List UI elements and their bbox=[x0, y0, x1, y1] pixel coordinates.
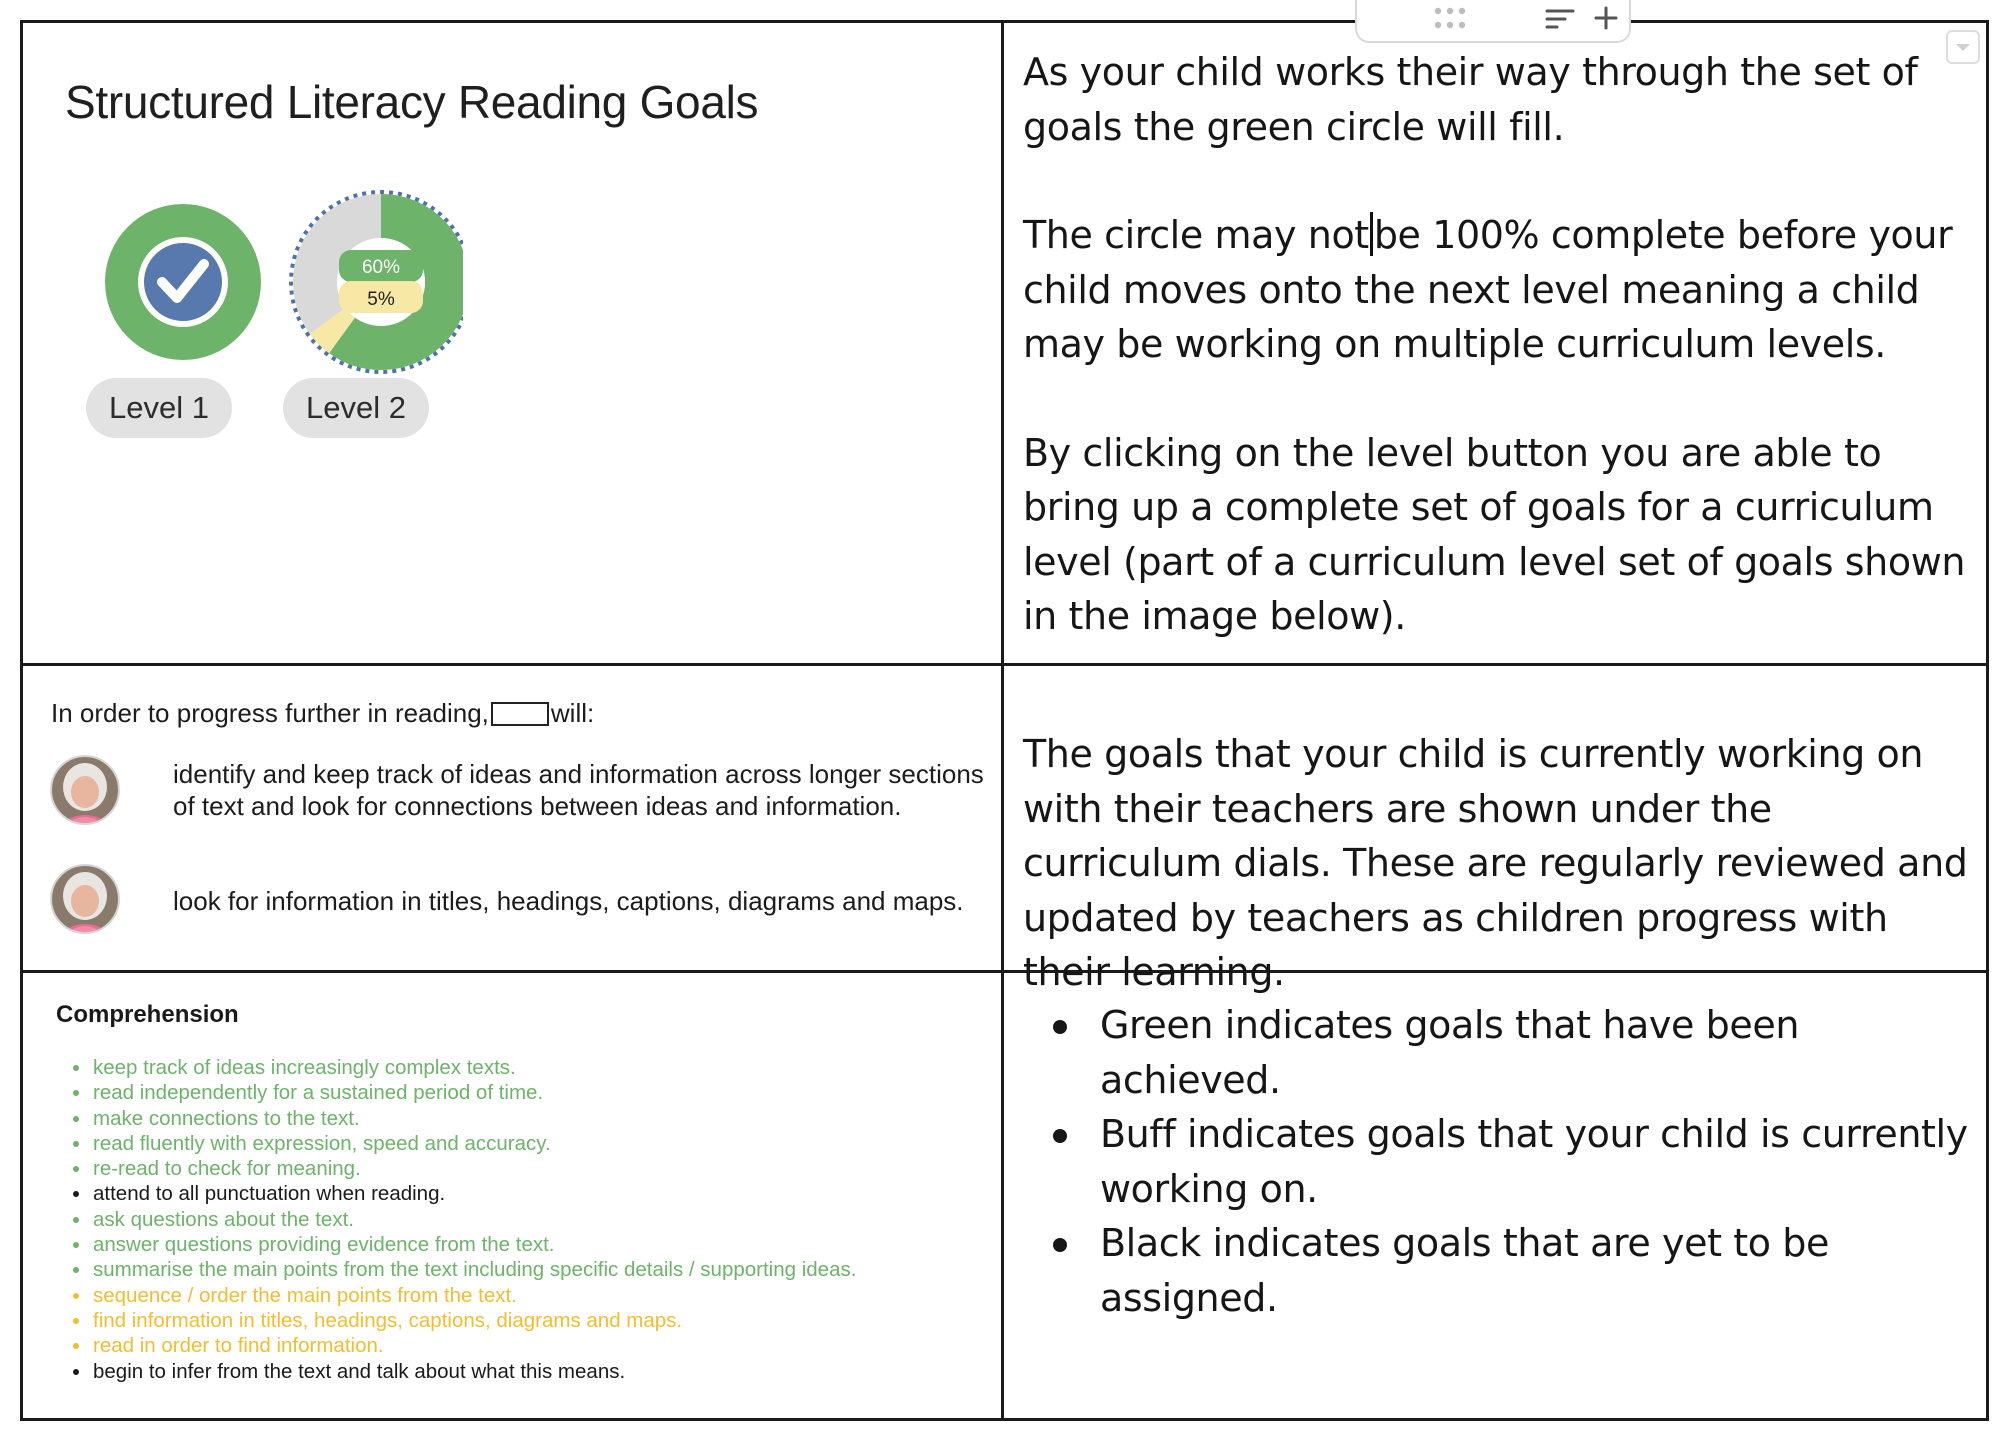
explanation-cell bbox=[1003, 665, 1988, 994]
level-1-dial[interactable] bbox=[105, 204, 261, 360]
comprehension-goal-working: find information in titles, headings, captions, diagrams and maps. bbox=[71, 1308, 856, 1333]
legend-cell bbox=[1003, 972, 1988, 1420]
explanation-paragraph: As your child works their way through the set of goals the green circle will fill. bbox=[1023, 50, 1918, 149]
comprehension-goal-achieved: re-read to check for meaning. bbox=[71, 1156, 856, 1181]
child-name-blank bbox=[491, 702, 549, 726]
level-2-dial[interactable] bbox=[291, 192, 463, 372]
drag-handle-icon[interactable] bbox=[1433, 5, 1467, 33]
comprehension-goal-achieved: ask questions about the text. bbox=[71, 1207, 856, 1232]
table-row bbox=[22, 665, 1988, 972]
explanation-cell bbox=[1003, 22, 1988, 665]
comprehension-goal-working: sequence / order the main points from the text. bbox=[71, 1283, 856, 1308]
current-goals-cell bbox=[22, 665, 1003, 972]
comprehension-goal-achieved: read independently for a sustained period of time. bbox=[71, 1080, 856, 1105]
comprehension-cell bbox=[22, 972, 1003, 1420]
comprehension-heading: Comprehension bbox=[56, 1001, 239, 1028]
text-cursor bbox=[1370, 212, 1373, 256]
comprehension-goal-achieved: keep track of ideas increasingly complex texts. bbox=[71, 1055, 856, 1080]
comprehension-goal-achieved: summarise the main points from the text including specific details / supporting ideas. bbox=[71, 1257, 856, 1282]
dropdown-arrow-icon[interactable] bbox=[1946, 30, 1980, 64]
teacher-avatar bbox=[49, 754, 121, 826]
level-2-button[interactable]: Level 2 bbox=[283, 378, 429, 438]
sort-lines-icon[interactable] bbox=[1545, 7, 1575, 31]
legend-item-green: Green indicates goals that have been achieved. bbox=[1023, 998, 1968, 1107]
explanation-paragraph: By clicking on the level button you are able to bring up a complete set of goals for a curriculum level (part of a curriculum level set of goals shown in the image below). bbox=[1023, 430, 1966, 638]
document-table bbox=[20, 20, 1989, 1421]
explanation-paragraph: The goals that your child is currently working on with their teachers are shown under the curriculum dials. These are regularly reviewed and updated by teachers as children progress with their learning. bbox=[1023, 732, 1968, 994]
page-title: Structured Literacy Reading Goals bbox=[65, 76, 759, 128]
goals-widget-cell bbox=[22, 22, 1003, 665]
level-1-button[interactable]: Level 1 bbox=[86, 378, 232, 438]
table-row bbox=[22, 972, 1988, 1420]
achieved-percent-label: 60% bbox=[361, 257, 401, 278]
explanation-paragraph: The circle may not be 100% complete before your child moves onto the next level meaning a child may be working on multiple curriculum levels. bbox=[1023, 213, 1953, 366]
comprehension-goal-list bbox=[71, 1055, 856, 1384]
plus-icon[interactable] bbox=[1593, 5, 1619, 31]
comprehension-goal-achieved: answer questions providing evidence from the text. bbox=[71, 1232, 856, 1257]
goal-text: look for information in titles, headings, captions, diagrams and maps. bbox=[173, 886, 964, 916]
comprehension-goal-unassigned: begin to infer from the text and talk about what this means. bbox=[71, 1359, 856, 1384]
teacher-avatar bbox=[49, 863, 121, 935]
legend-item-black: Black indicates goals that are yet to be assigned. bbox=[1023, 1216, 1968, 1325]
level-dials bbox=[63, 168, 463, 378]
comprehension-goal-achieved: make connections to the text. bbox=[71, 1106, 856, 1131]
current-goals-intro: In order to progress further in reading, will: bbox=[51, 698, 595, 728]
goal-text: identify and keep track of ideas and information across longer sections of text and look for connections between ideas and information. bbox=[173, 759, 984, 821]
working-percent-label: 5% bbox=[367, 289, 395, 310]
comprehension-goal-achieved: read fluently with expression, speed and accuracy. bbox=[71, 1131, 856, 1156]
comprehension-goal-working: read in order to find information. bbox=[71, 1333, 856, 1358]
color-legend-list bbox=[1023, 998, 1968, 1325]
comprehension-goal-unassigned: attend to all punctuation when reading. bbox=[71, 1181, 856, 1206]
legend-item-buff: Buff indicates goals that your child is currently working on. bbox=[1023, 1107, 1968, 1216]
table-toolbar bbox=[1355, 0, 1631, 43]
table-row bbox=[22, 22, 1988, 665]
